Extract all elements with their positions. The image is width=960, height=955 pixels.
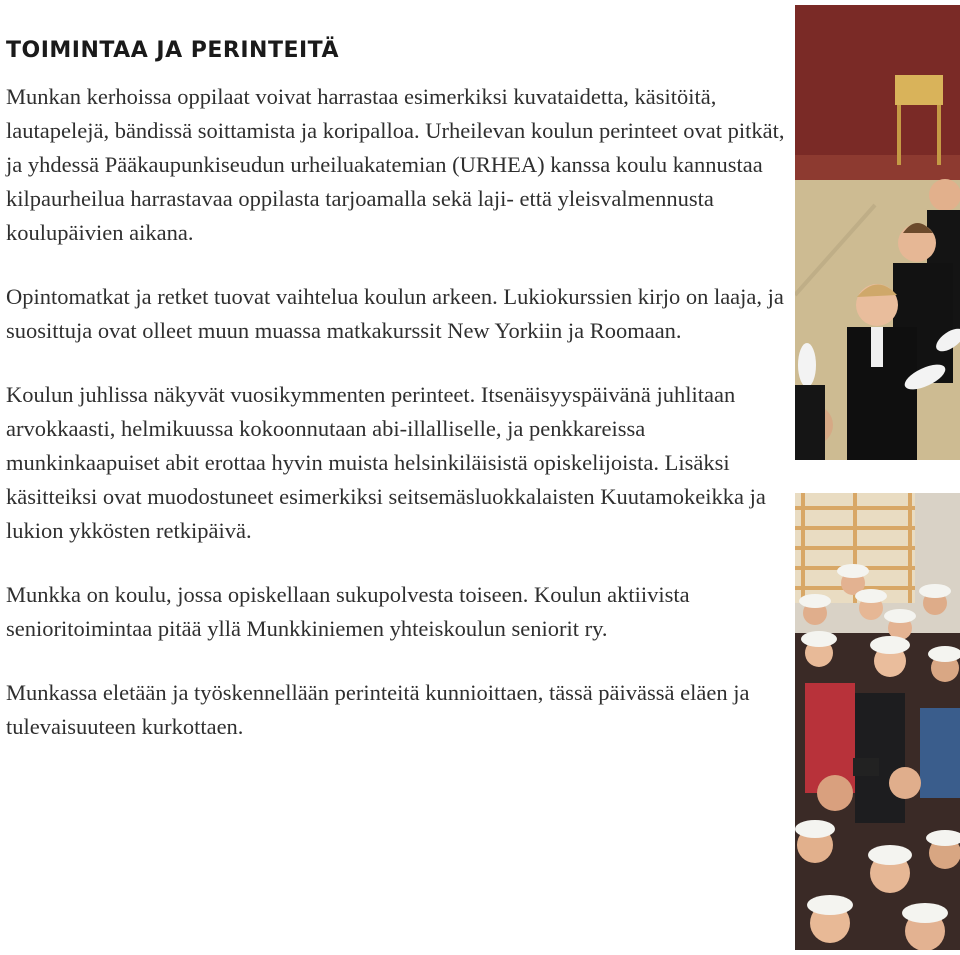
photo-capped-students [795,493,960,950]
paragraph-generations: Munkka on koulu, jossa opiskellaan sukupolvesta toiseen. Koulun aktiivista senioritoimintaa pitää yllä Munkkiniemen yhteiskoulun seniorit ry. [6,582,690,641]
section-heading: TOIMINTAA JA PERINTEITÄ [6,38,340,63]
paragraph-traditions: Koulun juhlissa näkyvät vuosikymmenten perinteet. Itsenäisyyspäivänä juhlitaan arvokkaasti, helmikuussa kokoonnutaan abi-illalliselle, ja penkkareissa munkinkaapuiset abit erottaa hyvin muista helsinkiläisistä opiskelijoista. Lisäksi käsitteiksi ovat muodostuneet esimerkiksi seitsemäsluokkalaisten Kuutamokeikka ja lukion ykkösten retkipäivä. [6,382,766,543]
text-column [6,36,786,774]
paragraph-trips: Opintomatkat ja retket tuovat vaihtelua koulun arkeen. Lukiokurssien kirjo on laaja, ja suosittuja ovat olleet muun muassa matkakurssit New Yorkiin ja Roomaan. [6,284,784,343]
paragraph-closing: Munkassa eletään ja työskennellään perinteitä kunnioittaen, tässä päivässä eläen ja tulevaisuuteen kurkottaen. [6,680,750,739]
photo-robed-students [795,5,960,460]
paragraph-activities: Munkan kerhoissa oppilaat voivat harrastaa esimerkiksi kuvataidetta, käsitöitä, lautapelejä, bändissä soittamista ja koripalloa. Urheilevan koulun perinteet ovat pitkät, ja yhdessä Pääkaupunkiseudun urheiluakatemian (URHEA) kanssa koulu kannustaa kilpaurheilua harrastavaa oppilasta tarjoamalla sekä laji- että yleisvalmennusta koulupäivien aikana. [6,84,785,245]
